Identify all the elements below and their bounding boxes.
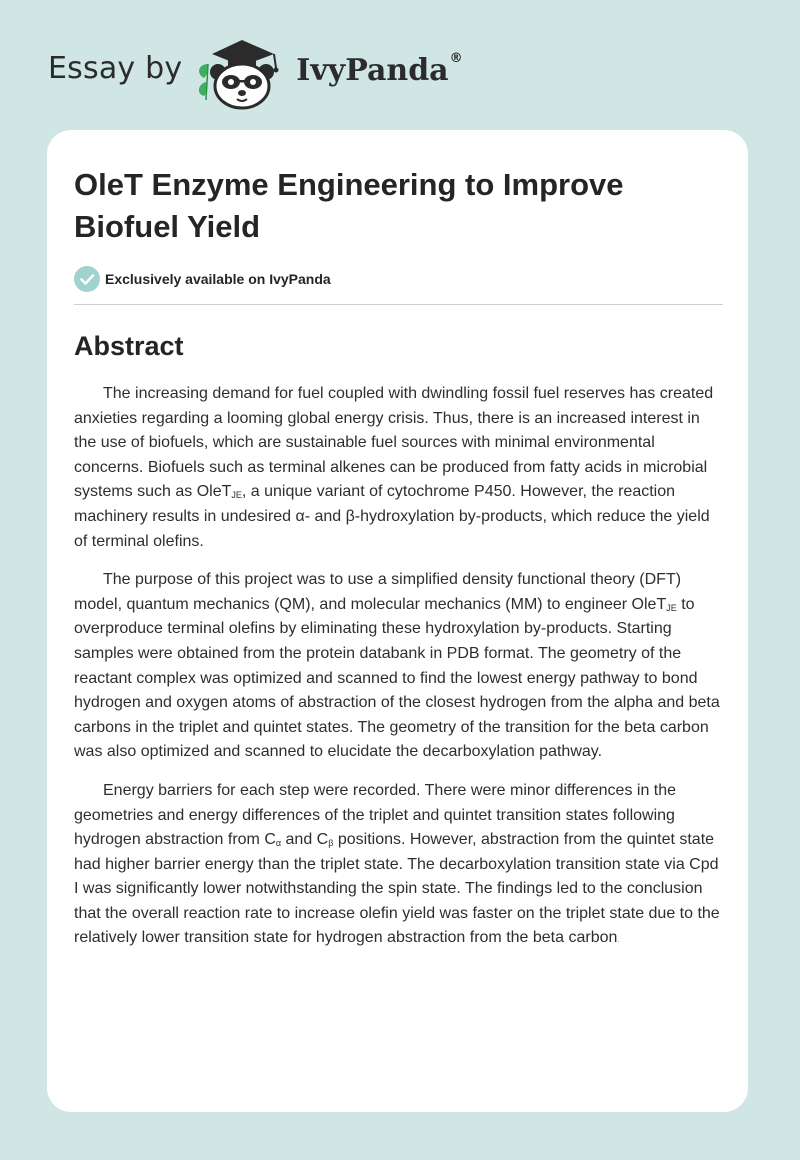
brand-prefix: Essay by bbox=[48, 50, 183, 86]
paragraph-text: Energy barriers for each step were recorded. There were minor differences in the geometries and energy differences of the triplet and quintet transition states following hydrogen abstraction from C bbox=[74, 781, 677, 849]
paragraph-text: to overproduce terminal olefins by eliminating these hydroxylation by-products. Starting samples were obtained from the protein databank in PDB format. The geometry of the reactant complex was optimized and scanned to find the lowest energy pathway to bond hydrogen and oxygen atoms of abstraction of the closest hydrogen from the alpha and beta carbons in the triplet and quintet states. The geometry of the transition for the beta carbon was also optimized and scanned to elucidate the decarboxylation pathway. bbox=[74, 595, 720, 761]
check-circle-icon bbox=[74, 266, 100, 292]
paragraph bbox=[74, 382, 723, 554]
paragraph bbox=[74, 568, 723, 765]
essay-title: OleT Enzyme Engineering to Improve Biofuel Yield bbox=[74, 167, 624, 244]
subscript: α bbox=[275, 838, 282, 849]
paragraph bbox=[74, 779, 723, 954]
section-title-abstract: Abstract bbox=[74, 331, 184, 361]
subscript: β bbox=[328, 838, 334, 849]
subscript: JE bbox=[231, 490, 242, 501]
panda-graduation-cap-logo bbox=[194, 34, 290, 110]
subscript: JE bbox=[666, 602, 677, 613]
paragraph-text: The increasing demand for fuel coupled with dwindling fossil fuel reserves has created anxieties regarding a looming global energy crisis. Thus, there is an increased interest in the use of biofuels, which are sustainable fuel sources with minimal environmental concerns. Biofuels such as terminal alkenes can be produced from fatty acids in microbial systems such as OleT bbox=[74, 385, 714, 501]
essay-card bbox=[47, 130, 748, 1112]
abstract-body bbox=[74, 382, 723, 954]
paragraph-text: The purpose of this project was to use a simplified density functional theory (DFT) model, quantum mechanics (QM), and molecular mechanics (MM) to engineer OleT bbox=[74, 571, 682, 613]
paragraph-text: and C bbox=[281, 831, 329, 849]
exclusive-badge bbox=[74, 265, 723, 293]
paragraph-text: , a unique variant of cytochrome P450. However, the reaction machinery results in undesired α- and β-hydroxylation by-products, which reduce the yield of terminal olefins. bbox=[74, 483, 710, 550]
registered-mark: ® bbox=[449, 50, 463, 66]
paragraph-end-mark: . bbox=[617, 937, 620, 945]
brand-header[interactable] bbox=[48, 34, 463, 110]
exclusive-label: Exclusively available on IvyPanda bbox=[105, 271, 331, 287]
essay-content bbox=[74, 164, 723, 968]
paragraph-text: positions. However, abstraction from the quintet state had higher barrier energy than the triplet state. The decarboxylation transition state via Cpd I was significantly lower notwithstanding the spin state. The findings led to the conclusion that the overall reaction rate to increase olefin yield was faster on the triplet state due to the relatively lower transition state for hydrogen abstraction from the beta carbon bbox=[74, 831, 720, 947]
divider bbox=[74, 304, 723, 305]
brand-name: IvyPanda bbox=[296, 52, 449, 88]
